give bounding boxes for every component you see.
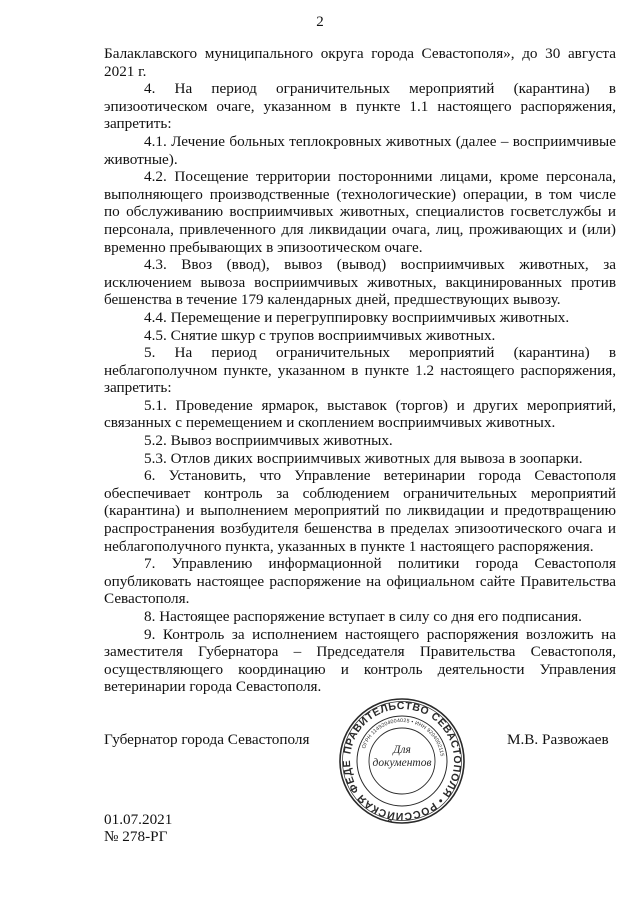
paragraph-8: 8. Настоящее распоряжение вступает в силу со дня его подписания. [144, 608, 582, 625]
paragraph-6: 6. Установить, что Управление ветеринарии города Севастополя обеспечивает контроль за соблюдением ограничительных мероприятий (карантина) и выполнением мероприятий по ликвидации и предотвращению распространения возбудителя бешенства в пределах эпизоотического очага и неблагополучного пункта, указанных в пункте 1 настоящего распоряжения. [104, 467, 616, 555]
paragraph-5-2: 5.2. Вывоз восприимчивых животных. [144, 432, 393, 450]
signatory-position: Губернатор города Севастополя [104, 731, 310, 748]
paragraph-5: 5. На период ограничительных мероприятий (карантина) в неблагополучном пункте, указанном в пункте 1.2 настоящего распоряжения, запретить: [104, 344, 616, 397]
paragraph-4-3: 4.3. Ввоз (ввод), вывоз (вывод) восприимчивых животных, за исключением вывоза восприимчивых животных, вакцинированных против бешенства в течение 179 календарных дней, предшествующих вывозу. [104, 256, 616, 309]
paragraph-4-2: 4.2. Посещение территории посторонними лицами, кроме персонала, выполняющего производственные (технологические) операции, в том числе по обслуживанию восприимчивых животных, специалистов госветслужбы и персонала, привлеченного для ликвидации очага, лиц, проживающих и (или) временно пребывающих в эпизоотическом очаге. [104, 168, 616, 256]
seal-center-line-2: документов [372, 757, 432, 769]
paragraph-4: 4. На период ограничительных мероприятий (карантина) в эпизоотическом очаге, указанном в пункте 1.1 настоящего распоряжения, запретить: [104, 80, 616, 133]
paragraph-4-5: 4.5. Снятие шкур с трупов восприимчивых животных. [144, 326, 496, 344]
document-date: 01.07.2021 [104, 811, 173, 828]
paragraph-5-3: 5.3. Отлов диких восприимчивых животных для вывоза в зоопарки. [144, 449, 583, 467]
paragraph-4-1: 4.1. Лечение больных теплокровных животных (далее – восприимчивые животные). [104, 132, 616, 168]
seal-center-text [338, 744, 466, 770]
official-seal [338, 697, 466, 825]
paragraph-4-4: 4.4. Перемещение и перегруппировку восприимчивых животных. [144, 308, 570, 326]
seal-outer-text: ПРАВИТЕЛЬСТВО СЕВАСТОПОЛЯ • РОССИЙСКАЯ ФЕДЕ [340, 699, 464, 823]
signatory-name: М.В. Развожаев [507, 731, 609, 748]
seal-inner-text: ОГРН 1149204004025 • ИНН 9204002115 [361, 717, 445, 758]
paragraph-5-1: 5.1. Проведение ярмарок, выставок (торгов) и других мероприятий, связанных с перемещением и скоплением восприимчивых животных. [104, 396, 616, 432]
document-body [104, 45, 616, 696]
paragraph-continuation: Балаклавского муниципального округа города Севастополя», до 30 августа 2021 г. [104, 45, 616, 80]
seal-center-line-1: Для [393, 744, 411, 756]
page-number: 2 [316, 14, 324, 30]
document-number: № 278-РГ [104, 828, 168, 845]
paragraph-9: 9. Контроль за исполнением настоящего распоряжения возложить на заместителя Губернатора – Председателя Правительства Севастополя, осуществляющего координацию и контроль деятельности Управления ветеринарии города Севастополя. [104, 625, 616, 696]
paragraph-7: 7. Управлению информационной политики города Севастополя опубликовать настоящее распоряжение на официальном сайте Правительства Севастополя. [104, 555, 616, 608]
